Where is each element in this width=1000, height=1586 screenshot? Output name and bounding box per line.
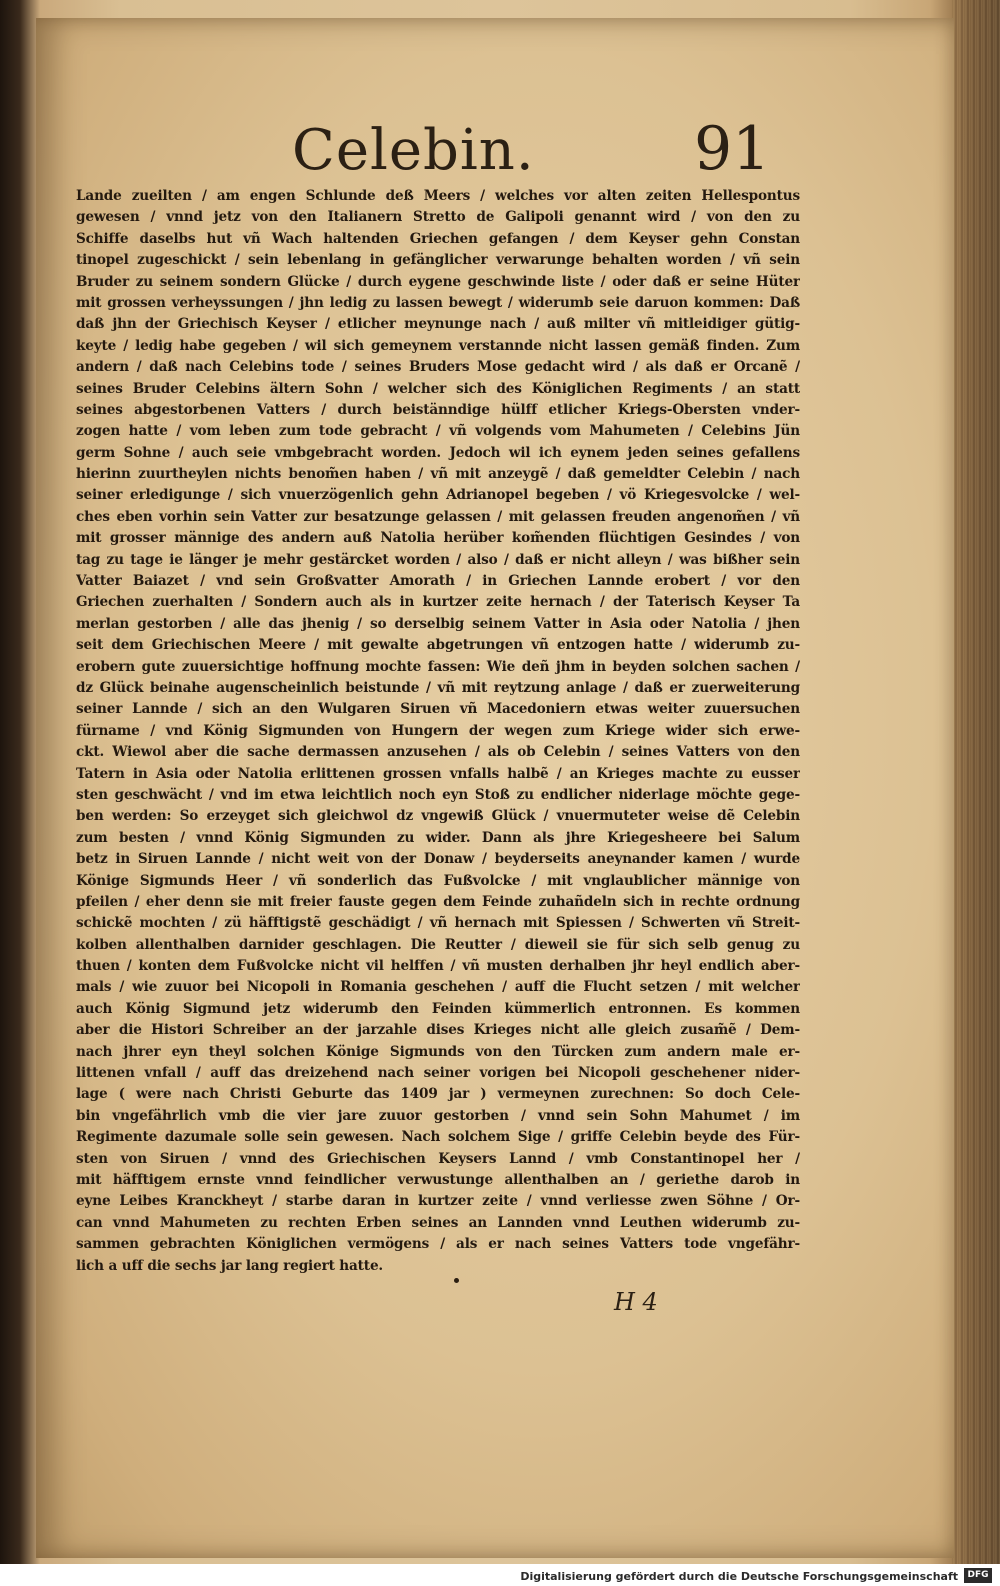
- text-line: tinopel zugeschickt / sein lebenlang in gefänglicher verwarunge behalten worden / vñ sein: [76, 252, 800, 269]
- text-line: sten von Siruen / vnnd des Griechischen Keysers Lannd / vmb Constantinopel her /: [76, 1150, 800, 1167]
- footer-strip: [0, 1564, 1000, 1586]
- text-line: zogen hatte / vom leben zum tode gebracht / vñ volgends vom Mahumeten / Celebins Jün: [76, 423, 800, 440]
- text-line: lage ( were nach Christi Geburte das 1409 jar ) vermeynen zurechnen: So doch Cele-: [76, 1086, 800, 1103]
- text-line: eyne Leibes Kranckheyt / starbe daran in kurtzer zeite / vnnd verliesse zwen Söhne / Or-: [76, 1193, 800, 1210]
- text-line: Vatter Baiazet / vnd sein Großvatter Amorath / in Griechen Lannde erobert / vor den: [76, 573, 800, 590]
- dfg-logo: DFG: [964, 1568, 992, 1583]
- page-number: 91: [694, 114, 771, 184]
- ink-dot: [454, 1278, 459, 1283]
- text-line: germ Sohne / auch seie vmbgebracht worden. Jedoch wil ich eynem jeden seines gefallens: [76, 444, 800, 461]
- text-line: seines Bruder Celebins ältern Sohn / welcher sich des Königlichen Regiments / an statt: [76, 380, 800, 397]
- text-line: seit dem Griechischen Meere / mit gewalte abgetrungen vñ entzogen hatte / widerumb zu-: [76, 637, 800, 654]
- text-line: bin vngefährlich vmb die vier jare zuuor gestorben / vnnd sein Sohn Mahumet / im: [76, 1107, 800, 1124]
- text-line: andern / daß nach Celebins tode / seines Bruders Mose gedacht wird / als daß er Orcanẽ /: [76, 359, 800, 376]
- text-line: gewesen / vnnd jetz von den Italianern Stretto de Galipoli genannt wird / von den zu: [76, 209, 800, 226]
- text-line: kolben allenthalben darnider geschlagen. Die Reutter / dieweil sie für sich selb genug zu: [76, 936, 800, 953]
- text-line: mit grossen verheyssungen / jhn ledig zu lassen bewegt / widerumb seie daruon kommen: Daß: [76, 294, 800, 311]
- text-line: Regimente dazumale solle sein gewesen. Nach solchem Sige / griffe Celebin beyde des Für-: [76, 1129, 800, 1146]
- text-line: seiner erledigunge / sich vnuerzögenlich gehn Adrianopel begeben / vö Kriegesvolcke / wel-: [76, 487, 800, 504]
- body-text: [76, 186, 800, 1277]
- text-line: daß jhn der Griechisch Keyser / etlicher meynunge nach / auß milter vñ mitleidiger gütig-: [76, 316, 800, 333]
- text-line: thuen / konten dem Fußvolcke nicht vil helffen / vñ musten derhalben jhr heyl endlich aber-: [76, 958, 800, 975]
- text-line: erobern gute zuuersichtige hoffnung mochte fassen: Wie deñ jhm in beyden solchen sachen /: [76, 658, 800, 675]
- text-line: mit häfftigem ernste vnnd feindlicher verwustunge allenthalben an / geriethe darob in: [76, 1171, 800, 1188]
- text-line: seines abgestorbenen Vatters / durch beistänndige hülff etlicher Kriegs-Obersten vnder-: [76, 401, 800, 418]
- text-line: sammen gebrachten Königlichen vermögens / als er nach seines Vatters tode vngefähr-: [76, 1236, 800, 1253]
- text-line: betz in Siruen Lannde / nicht weit von der Donaw / beyderseits aneynander kamen / wurde: [76, 851, 800, 868]
- text-line: schickẽ mochten / zü häfftigstẽ geschädigt / vñ hernach mit Spiessen / Schwerten vñ Streit-: [76, 915, 800, 932]
- text-line: ckt. Wiewol aber die sache dermassen anzusehen / als ob Celebin / seines Vatters von den: [76, 744, 800, 761]
- text-line: Tatern in Asia oder Natolia erlittenen grossen vnfalls halbẽ / an Krieges machte zu eusser: [76, 765, 800, 782]
- text-line: seiner Lannde / sich an den Wulgaren Siruen vñ Macedoniern etwas weiter zuuersuchen: [76, 701, 800, 718]
- text-line: merlan gestorben / alle das jhenig / so derselbig seinem Vatter in Asia oder Natolia / jhen: [76, 615, 800, 632]
- text-line: Könige Sigmunds Heer / vñ sonderlich das Fußvolcke / mit vnglaublicher männige von: [76, 872, 800, 889]
- text-line: pfeilen / eher denn sie mit freier fauste gegen dem Feinde zuhañdeln sich in rechte ordnung: [76, 893, 800, 910]
- text-line: tag zu tage ie länger je mehr gestärcket worden / also / daß er nicht alleyn / was bißher sein: [76, 551, 800, 568]
- book-leaf-edge: [952, 0, 1000, 1586]
- text-line: mit grosser männige des andern auß Natolia herüber kom̃enden flüchtigen Gesindes / von: [76, 530, 800, 547]
- text-line: nach jhrer eyn theyl solchen Könige Sigmunds von den Türcken zum andern male er-: [76, 1043, 800, 1060]
- text-line: mals / wie zuuor bei Nicopoli in Romania geschehen / auff die Flucht setzen / mit welcher: [76, 979, 800, 996]
- digitization-credit: Digitalisierung gefördert durch die Deutsche Forschungsgemeinschaft: [520, 1570, 958, 1583]
- running-head-title: Celebin.: [292, 118, 535, 183]
- signature-mark: H 4: [614, 1288, 658, 1316]
- text-line: zum besten / vnnd König Sigmunden zu wider. Dann als jhre Kriegesheere bei Salum: [76, 829, 800, 846]
- text-line: ches eben vorhin sein Vatter zur besatzunge gelassen / mit gelassen freuden angenom̃en / vñ: [76, 508, 800, 525]
- text-line: sten geschwächt / vnd im etwa leichtlich noch eyn Stoß zu endlicher niderlage möchte gege-: [76, 786, 800, 803]
- text-line: ben werden: So erzeyget sich gleichwol dz vngewiß Glück / vnuermuteter weise dẽ Celebin: [76, 808, 800, 825]
- text-line: Bruder zu seinem sondern Glücke / durch eygene geschwinde liste / oder daß er seine Hüter: [76, 273, 800, 290]
- text-line: Lande zueilten / am engen Schlunde deß Meers / welches vor alten zeiten Hellespontus: [76, 188, 800, 204]
- text-line: fürname / vnd König Sigmunden von Hungern der wegen zum Kriege wider sich erwe-: [76, 722, 800, 739]
- text-line: dz Glück beinahe augenscheinlich beistunde / vñ mit reytzung anlage / daß er zuerweiterung: [76, 679, 800, 696]
- text-line: lich a uff die sechs jar lang regiert hatte.: [76, 1257, 384, 1274]
- text-line: Griechen zuerhalten / Sondern auch als in kurtzer zeite hernach / der Taterisch Keyser Ta: [76, 594, 800, 611]
- text-line: aber die Histori Schreiber an der jarzahle dises Krieges nicht alle gleich zusam̃ẽ / Dem-: [76, 1022, 800, 1039]
- text-line: keyte / ledig habe gegeben / wil sich gemeynem verstannde nicht lassen gemäß finden. Zum: [76, 337, 800, 354]
- text-line: can vnnd Mahumeten zu rechten Erben seines an Lannden vnnd Leuthen widerumb zu-: [76, 1214, 800, 1231]
- text-line: hierinn zuurtheylen nichts benom̃en haben / vñ mit anzeygẽ / daß gemeldter Celebin / nach: [76, 466, 800, 483]
- text-line: littenen vnfall / auff das dreizehend nach seiner vorigen bei Nicopoli geschehener nider-: [76, 1065, 800, 1082]
- text-line: Schiffe daselbs hut vñ Wach haltenden Griechen gefangen / dem Keyser gehn Constan: [76, 230, 800, 247]
- text-line: auch König Sigmund jetz widerumb den Feinden kümmerlich entronnen. Es kommen: [76, 1000, 800, 1017]
